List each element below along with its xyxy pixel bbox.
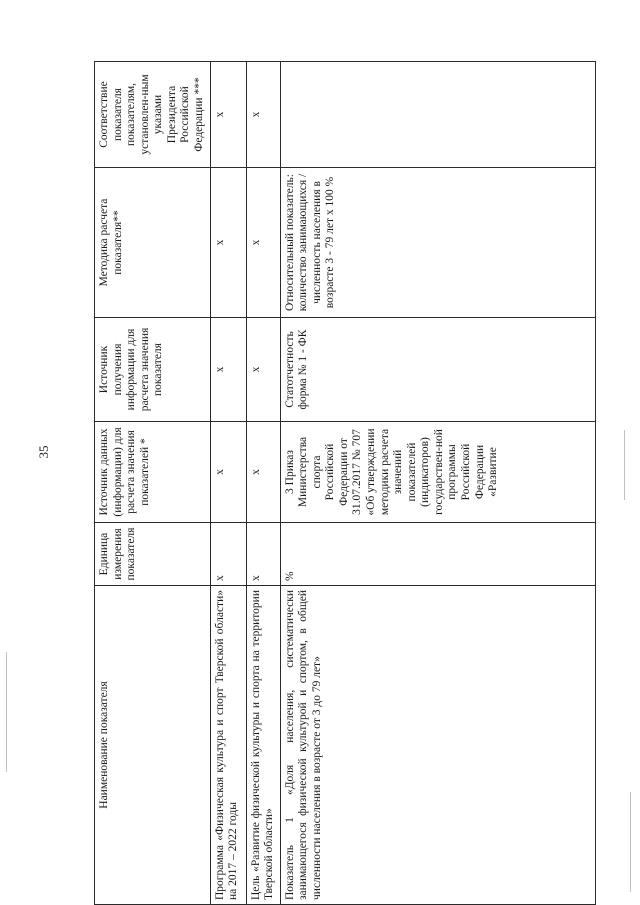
table-header-row (95, 62, 211, 905)
header-info-source: Источник получения информации для расчета значения показателя (95, 318, 211, 422)
method-cell: х (246, 168, 280, 318)
scan-artifact-right (624, 430, 625, 500)
data-source-cell: х (210, 422, 246, 523)
method-cell: Относительный показатель: количество занимающихся / численность населения в возрасте 3 - 79 лет х 100 % (280, 168, 595, 318)
scan-artifact-left (6, 652, 7, 772)
info-source-cell: Статотчетность форма № 1 - ФК (280, 318, 595, 422)
correspondence-cell (280, 62, 595, 168)
unit-cell: % (280, 523, 595, 586)
correspondence-cell: х (210, 62, 246, 168)
info-source-cell: х (246, 318, 280, 422)
info-source-cell: х (210, 318, 246, 422)
unit-cell: х (210, 523, 246, 586)
scan-artifact-bottom-right (630, 792, 631, 892)
indicator-name-cell: Показатель 1 «Доля населения, систематически занимающегося физической культурой и спортом, в общей численности населения в возрасте от 3 до 79 лет» (280, 586, 595, 905)
correspondence-cell: х (246, 62, 280, 168)
goal-name-cell: Цель «Развитие физической культуры и спорта на территории Тверской области» (246, 586, 280, 905)
rotated-page-content (94, 62, 596, 905)
header-unit: Единица измерения показателя (95, 523, 211, 586)
indicators-table (94, 61, 596, 905)
data-source-cell: 3 Приказ Министерства спорта Российской Федерации от 31.07.2017 № 707 «Об утверждении методики расчета значений показателей (индикаторов) государствен-ной программы Российской Федерации «Развитие (280, 422, 595, 523)
page-number: 35 (36, 445, 51, 459)
unit-cell: х (246, 523, 280, 586)
header-indicator-name: Наименование показателя (95, 586, 211, 905)
header-decree-correspondence: Соответствие показателя показателям, установлен-ным указами Президента Российской Федерации *** (95, 62, 211, 168)
table-row (210, 62, 246, 905)
header-calculation-method: Методика расчета показателя** (95, 168, 211, 318)
table-row (246, 62, 280, 905)
data-source-cell: х (246, 422, 280, 523)
table-row (280, 62, 595, 905)
method-cell: х (210, 168, 246, 318)
header-data-source: Источник данных (информации) для расчета значения показателей * (95, 422, 211, 523)
program-name-cell: Программа «Физическая культура и спорт Тверской области» на 2017 – 2022 годы (210, 586, 246, 905)
